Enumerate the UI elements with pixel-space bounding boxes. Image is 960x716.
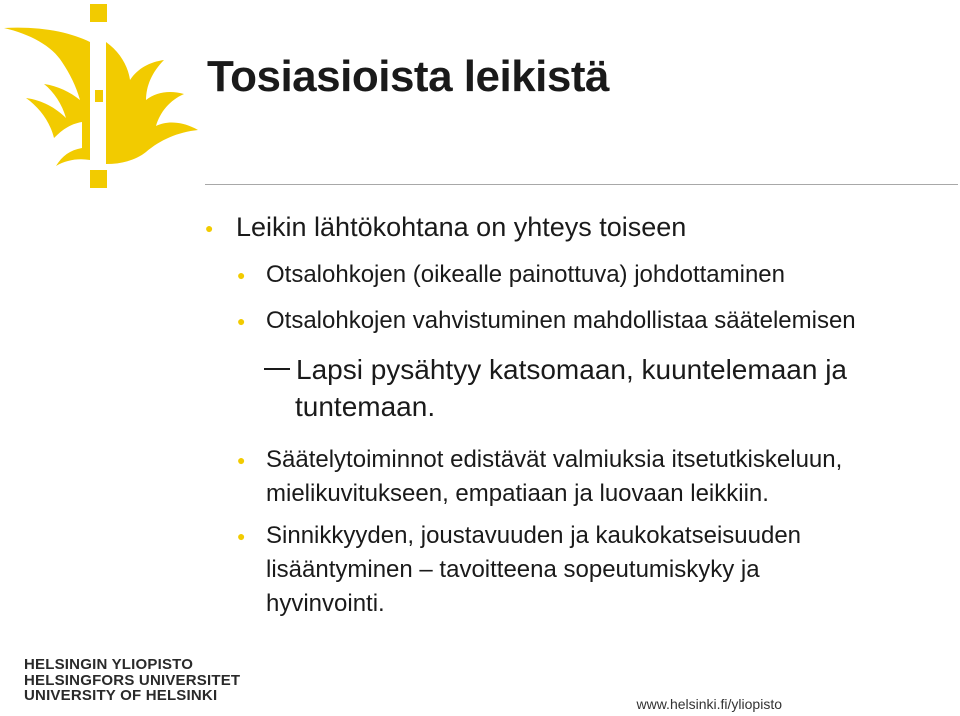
university-name-sv: HELSINGFORS UNIVERSITET bbox=[24, 671, 241, 689]
bullet-dot-icon: ● bbox=[237, 267, 246, 283]
bullet-text: Otsalohkojen vahvistuminen mahdollistaa säätelemisen bbox=[266, 307, 856, 334]
bullet-text: Leikin lähtökohtana on yhteys toiseen bbox=[236, 212, 687, 242]
university-name bbox=[24, 657, 240, 704]
dash-icon bbox=[264, 368, 290, 370]
slide-title: Tosiasioista leikistä bbox=[207, 52, 609, 101]
bullet-dot-icon: ● bbox=[237, 313, 246, 329]
sub-bullet-line-2: tuntemaan. bbox=[295, 391, 436, 422]
bullet-item bbox=[237, 258, 785, 292]
bullet-text: Otsalohkojen (oikealle painottuva) johdottaminen bbox=[266, 261, 785, 288]
bullet-item bbox=[205, 211, 687, 244]
bullet-dot-icon: ● bbox=[237, 452, 246, 468]
bullet-text-line-3: hyvinvointi. bbox=[266, 590, 385, 617]
sub-bullet-item bbox=[264, 351, 954, 425]
bullet-text-line-1: Säätelytoiminnot edistävät valmiuksia itsetutkiskeluun, bbox=[266, 446, 843, 473]
bullet-dot-icon: ● bbox=[237, 528, 246, 544]
university-name-en: UNIVERSITY OF HELSINKI bbox=[24, 687, 218, 704]
bullet-item bbox=[237, 443, 843, 511]
bullet-text-line-2: lisääntyminen – tavoitteena sopeutumiskyky ja bbox=[266, 556, 760, 583]
bullet-text-line-2: mielikuvitukseen, empatiaan ja luovaan leikkiin. bbox=[266, 480, 769, 507]
sub-bullet-line-1: Lapsi pysähtyy katsomaan, kuuntelemaan ja bbox=[296, 354, 847, 385]
bullet-text-line-1: Sinnikkyyden, joustavuuden ja kaukokatseisuuden bbox=[266, 522, 802, 549]
university-name-fi: HELSINGIN YLIOPISTO bbox=[24, 656, 194, 673]
footer-url: www.helsinki.fi/yliopisto bbox=[636, 696, 782, 712]
bullet-dot-icon: ● bbox=[205, 220, 214, 236]
bullet-item bbox=[237, 304, 856, 338]
bullet-item bbox=[237, 519, 802, 621]
